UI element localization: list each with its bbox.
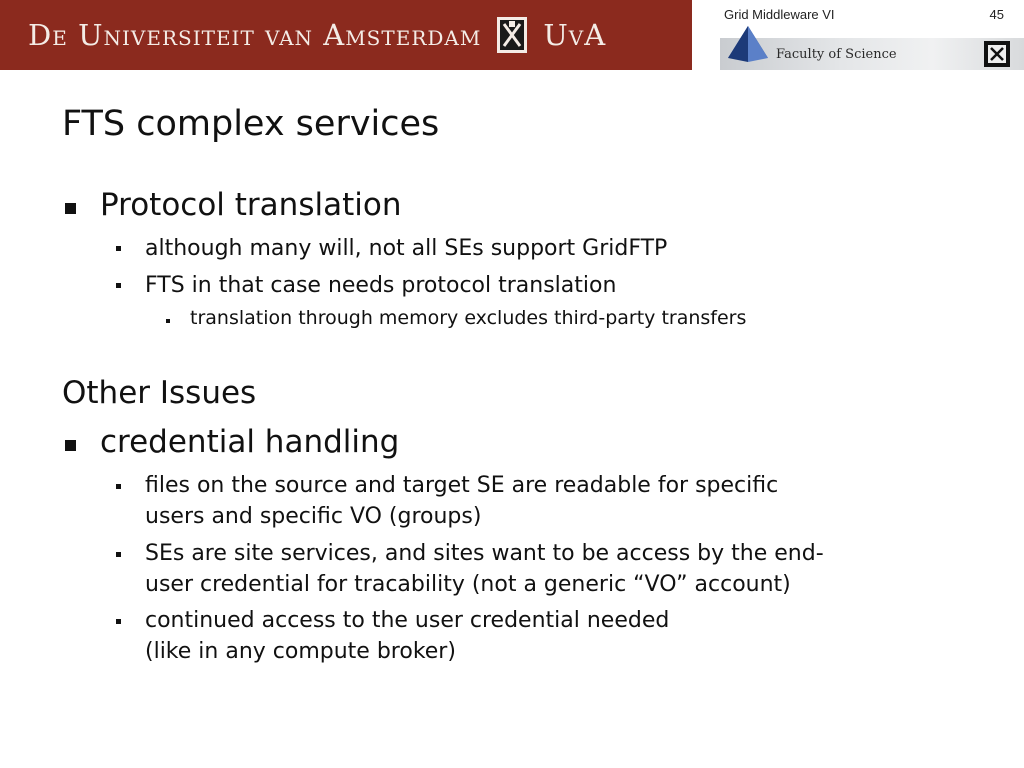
- university-crest-icon: [495, 15, 529, 55]
- bullet-item-line: SEs are site services, and sites want to be access by the end-: [145, 541, 824, 566]
- bullet-item: although many will, not all SEs support GridFTP: [145, 236, 668, 261]
- faculty-label: Faculty of Science: [776, 47, 897, 62]
- section-heading-other-issues: Other Issues: [62, 375, 257, 411]
- bullet-tiny-square: [166, 319, 170, 323]
- course-title: Grid Middleware VI: [724, 7, 835, 22]
- bullet-small-square: [116, 283, 121, 288]
- bullet-item-line: files on the source and target SE are readable for specific: [145, 473, 779, 498]
- bullet-item-line: (like in any compute broker): [145, 639, 456, 664]
- sub-bullet-item: translation through memory excludes third-party transfers: [190, 307, 747, 329]
- bullet-item-line: users and specific VO (groups): [145, 504, 482, 529]
- bullet-small-square: [116, 484, 121, 489]
- faculty-crest-icon: [984, 41, 1010, 67]
- university-name: De Universiteit van Amsterdam: [28, 18, 482, 52]
- bullet-square: [65, 440, 76, 451]
- bullet-small-square: [116, 619, 121, 624]
- bullet-heading-protocol: Protocol translation: [100, 187, 402, 223]
- bullet-heading-credential: credential handling: [100, 424, 400, 460]
- slide-title: FTS complex services: [62, 104, 440, 144]
- slide-number: 45: [989, 7, 1004, 22]
- pyramid-icon: [726, 24, 770, 64]
- header-right: [720, 0, 1024, 70]
- bullet-item: FTS in that case needs protocol translation: [145, 273, 617, 298]
- bullet-item-line: user credential for tracability (not a generic “VO” account): [145, 572, 791, 597]
- bullet-small-square: [116, 552, 121, 557]
- bullet-square: [65, 203, 76, 214]
- university-abbreviation: UvA: [543, 18, 607, 52]
- bullet-item-line: continued access to the user credential needed: [145, 608, 670, 633]
- university-banner: [0, 0, 692, 70]
- bullet-small-square: [116, 246, 121, 251]
- faculty-bar: [720, 38, 1024, 70]
